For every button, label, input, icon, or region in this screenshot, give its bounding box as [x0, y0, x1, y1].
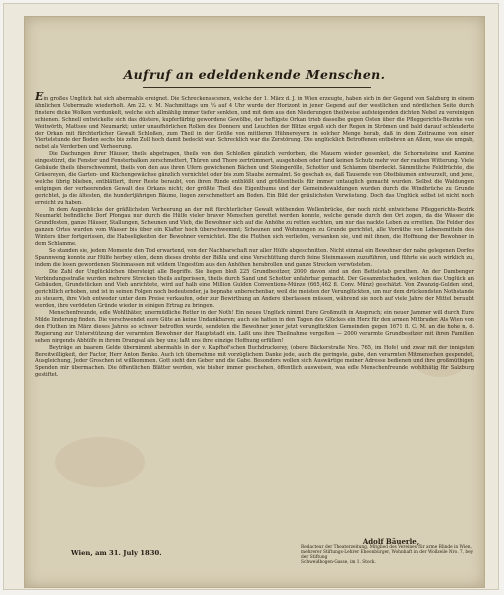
- document-body: [35, 90, 474, 379]
- signature-line: mehrerer Stiftungs-Lehrer Eheonbürger, Wohnhaft in der Wollzeile Nro. 7, bey der Stiftung: [301, 550, 474, 561]
- document-sheet: [24, 16, 485, 588]
- paper-stain: [55, 437, 145, 487]
- dateline: Wien, am 31. July 1830.: [71, 549, 162, 557]
- paragraph-2: Die Dachungen ihrer Häuser, theils abgetragen, theils von den Schloßen gänzlich verdorben, die Mauern wieder gesenket, die Schornsteine und Kamine eingestürzt, die Fenster und Fensterbalken zerschmettert, Thüren und Thore zertrümmert, ausgehoben oder fand keinen Schutz mehr vor der rauhen Witterung. Viele Gebäude theils überschwemmt, theils von den aus ihren Ufern gewichenen Bächen und Steingerölle, Schotter und Schlamm überdeckt. Sämmtliche Feldfrüchte, die Gräsereyen, die Garten- und Küchengewächse gänzlich vernichtet oder bis zum Staube zermalmt. So geschah es, daß Tausende von Obstbäumen entwurzelt, und jene, welche übrig blieben, entblättert, ihrer Reste beraubt, von ihren Rinde entblößt und größtentheils für immer untauglich gemacht wurden. Selbst die Waldungen entgingen der verheerenden Gewalt des Orkans nicht; der größte Theil des Eigenthums und der Gemeindewaldungen wurden durch die Windbrüche zu Grunde gerichtet, ja die ältesten, die hundertjährigen Bäume, liegen zerschmettert am Boden. Ein Bild der gräulichsten Verwüstung. Doch das Unglück selbst ist nicht noch erreicht zu haben.: [35, 151, 474, 206]
- paragraph-3: In dem Augenblicke der gräßlichsten Verheerung an der mit fürchterlicher Gewalt wüthenden Wellenbrücke, der noch nicht entwichene Pfleggerichts-Bezirk Neumarkt befindliche Dorf Pfongau nur durch die Hülfe vieler braver Menschen gerettet werden konnte, welche gerade durch den Ort zogen, da die Wässer die Grundfesten, ganze Häuser, Stallungen, Scheunen und Vieh, die Bewohner sich auf die Anhöhe zu retten suchten, um nur das nackte Leben zu erretten. Die Felder des ganzen Ortes wurden vom Wasser bis über ein Klafter hoch überschwemmt; Scheunen und Wohnungen zu Grunde gerichtet, alle Vorräthe von Lebensmitteln des Winters über fortgerissen, die Habseligkeiten der Bewohner vernichtet. Ehe die Fluthen sich verliefen, versanken sie, und mit ihnen, die Hoffnung der Bewohner in dem Schlamme.: [35, 206, 474, 248]
- paragraph-5: Die Zahl der Unglücklichen übersteigt alle Begriffe. Sie liegen bloß 225 Grundbesitzer, 2000 davon sind an den Bettelstab gerathen. An der Dambenger Verbindungsstraße wurden mehrere Strecken theils aufgerissen, theils durch Sand und Schotter unfahrbar gemacht. Der Gesammtschaden, welchen das Unglück an Gebäuden, Grundstücken und Vieh anrichtete, wird auf halb eine Million Gulden Conventions-Münze (665,462 fl. Conv. Münz) geschätzt. Von Zwanzig-Gulden sind, gerichtlich erhoben, und ist in seinen Folgen noch bedeutender, ja bepnahe unberechenbar, weil die meisten der Verunglückten, um nur dem drückendsten Nothstande zu steuern, ihre Vieh entweder unter dem Preise verkaufen, oder zur Bewirthung an Andere überlassen müssen, während sie noch auf viele Jahre der Mittel beraubt werden, ihre verödeten Gründe wieder in einigen Ertrag zu bringen.: [35, 268, 474, 310]
- signature-line: Redacteur der Theaterzeitung, Mitglied des Vereines für arme Blinde in Wien,: [301, 545, 472, 551]
- title-rule: [143, 87, 371, 88]
- paragraph-7: Beyträge an baarem Gelde übernimmt abermahls in der v. Kapfhof'schen Buchdruckerey, (obere Bäckerstraße Nro. 765, im Hofe) und zwar mit der innigsten Bereitwilligkeit, der Factor, Herr Anton Benko. Auch ich übernehme mit vorzüglichem Danke jede, auch die geringste, gabe, den verarmten Mitmenschen gespendet, Ausgleichung, Jeder Groschen ist willkommen. Gott sieht den Geber und die Gabe. Besonders wollen sich Auswärtige meiner Adresse bedienen und ihre großmüthigen Spenden mir übermachen. Die öffentlichen Blätter werden, wie bisher immer geschehen, öffentlich ausweisen, was edle Menschenfreunde wohlthätig für Salzburg gestiftet.: [35, 344, 474, 379]
- drop-cap: E: [35, 90, 44, 103]
- paragraph-text: in großes Unglück hat sich abermahls ereignet. Die Schreckensscenen, welche der 1. März d. J. in Wien erzeugte, haben sich in der Gegend von Salzburg in einem ähnlichen Ueberma߶e wiederholt. Am 22. v. M. Nachmittags um ¼ auf 4 Uhr wurde der Horizont in jener Gegend auf der westlichen und nördlichen Seite durch finstere dicke Wolken verdunkelt, welche sich allmählig immer tiefer senkten, und mit dem aus den Niederungen theilweise aufsteigenden dichten Nebel zu vereinigen schienen. Schnell entwickelte sich das düstere, kupferfärbig gewordene Gewölbe, der heftigste Orkan trieb dasselbe gegen Osten über die Pfleggerichts-Bezirke von Weitwörth, Mattsee und Neumarkt; unter unaufhörlichen Rollen des Donners und Leuchten der Blitze ergoß sich der Regen in Strömen und bald darauf schleuderte der Orkan mit fürchterlicher Gewalt Schloßen, zum Theil in der Größe von mittleren Hühnereyern in solcher Menge herab, daß in dem Zeitraume von einer Viertelstunde der Boden sechs bis zehn Zoll hoch damit bedeckt war. Schrecklich war die Zerstörung. Die unglücklich Betroffenen entbehren an Allem, was sie umgab, nebst als Verderben und Verheerung.: [35, 96, 474, 151]
- paragraph-1: [35, 90, 474, 151]
- paragraph-6: Menschenfreunde, edle Wohlthäter, unermüdliche Retter in der Noth! Ein neues Unglück nimmt Eure Großmuth in Anspruch; ein neuer Jammer will durch Eure Milde linderung finden. Die verschwendet eure Güte an keine Undankbaren; auch sie hatten in den Tagen des Glückes ein Herz für den armen Mitbruder. Als Wien von den Fluthen im März dieses Jahres so schwer betroffen wurde, sendeten die Bewohner jener jetzt verunglückten Gemeinden gegen 1671 fl. C. M. an die hohe n. ö. Regierung zur Unterstützung der verarmten Bewohner der Hauptstadt ein. Laßt uns ihre Theilnahme vergelten — 2000 verarmte Grundbesitzer mit ihren Familien sehen nirgends Abhülfe in ihrem Drangsal als bey uns; laßt uns ihre einzige Hoffnung erfüllen!: [35, 310, 474, 344]
- signature-line: Schweidbogen-Gasse, im 1. Stock.: [301, 560, 376, 566]
- page-frame: [3, 3, 499, 590]
- signature-block: [301, 539, 481, 565]
- document-title: Aufruf an edeldenkende Menschen.: [123, 67, 386, 82]
- signature-name: Adolf Bäuerle,: [362, 537, 420, 546]
- paragraph-4: So standen sie, jedem Momente den Tod erwartend, von der Nachbarschaft nur aller Hülfe abgeschnitten. Nicht einmal ein Bewohner der nahe gelegenen Dorfes Spannweng konnte zur Hülfe herbey eilen, denn dieses drohte der Bißlu und eine Verschüttung durch feine Steinmassen zuzuführen, und führte sie auch wirklich zu, indem die losen gewordenen Steinmassen mit wildem Ungestüm aus den Anhöhen herabrollen und ganze Strecken verwüsteten.: [35, 247, 474, 268]
